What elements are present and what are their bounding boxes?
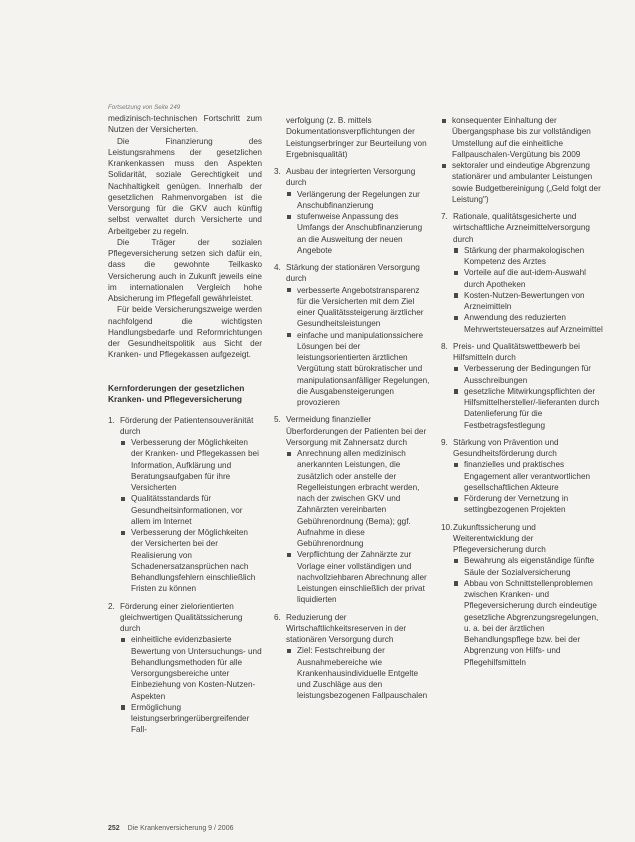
item-number: 7.	[441, 212, 448, 221]
column-right	[441, 115, 603, 674]
item-text: Stärkung von Prävention und Gesundheitsförderung durch	[453, 437, 559, 458]
sub-item: Förderung der Vernetzung in settingbezogenen Projekten	[453, 493, 603, 516]
list-item	[274, 612, 430, 702]
item-text: Rationale, qualitätsgesicherte und wirtschaftliche Arzneimittelversorgung durch	[453, 212, 590, 244]
sub-item: sektoraler und eindeutige Abgrenzung stationärer und ambulanter Leistungen sowie Budgetbereinigung („Geld folgt der Leistung")	[441, 160, 603, 205]
paragraph: Die Finanzierung des Leistungsrahmens der gesetzlichen Krankenkassen muss den Aspekten Solidarität, soziale Gerechtigkeit und Nachhaltigkeit genügen. Innerhalb der gesetzlichen Rahmenvorgaben ist die Versorgung für die GKV auch künftig selbst verwaltet durch Versicherte und Arbeitgeber zu regeln.	[108, 136, 262, 236]
list-item	[274, 414, 430, 605]
page-footer	[108, 825, 233, 832]
continuation-note: Fortsetzung von Seite 249	[108, 104, 181, 111]
item-text: Zukunftssicherung und Weiterentwicklung der Pflegeversicherung durch	[453, 522, 546, 554]
sub-item: Verpflichtung der Zahnärzte zur Vorlage einer vollständigen und nachvollziehbaren Abrechnung aller Leistungen einschließlich der privat liquidierten	[286, 549, 430, 605]
sub-item: finanzielles und praktisches Engagement aller verantwortlichen gesellschaftlichen Akteure	[453, 459, 603, 493]
list-item	[441, 522, 603, 668]
section-heading: Kernforderungen der gesetzlichen Kranken- und Pflegeversicherung	[108, 382, 245, 404]
list-item	[441, 115, 603, 205]
item-number: 9.	[441, 437, 448, 447]
sub-item: Stärkung der pharmakologischen Kompetenz des Arztes	[453, 245, 603, 268]
item-text: Reduzierung der Wirtschaftlichkeitsreserven in der stationären Versorgung durch	[286, 612, 407, 644]
sub-list	[453, 363, 603, 431]
sub-item: Bewahrung als eigenständige fünfte Säule der Sozialversicherung	[453, 555, 603, 578]
sub-item: Verbesserung der Möglichkeiten der Kranken- und Pflegekassen bei Information, Aufklärung und Beratungsaufgaben für ihre Versicherten	[120, 437, 262, 493]
list-item	[108, 601, 262, 736]
sub-item: Verlängerung der Regelungen zur Anschubfinanzierung	[286, 189, 430, 212]
sub-item: Abbau von Schnittstellenproblemen zwischen Kranken- und Pflegeversicherung durch eindeutige gesetzliche Abgrenzungsregelungen, u. a. bei der ärztlichen Behandlungspflege bzw. bei der Abgrenzung von Hilfs- und Pflegehilfsmitteln	[453, 578, 603, 668]
item-number: 10.	[441, 522, 453, 532]
sub-item: Vorteile auf die aut-idem-Auswahl durch Apotheken	[453, 267, 603, 290]
sub-item: konsequenter Einhaltung der Übergangsphase bis zur vollständigen Umstellung auf die einheitliche Fallpauschalen-Vergütung bis 2009	[441, 115, 603, 160]
sub-list	[120, 634, 262, 735]
sub-item: stufenweise Anpassung des Umfangs der Anschubfinanzierung an die Ausweitung der neuen Angebote	[286, 211, 430, 256]
sub-list	[453, 459, 603, 515]
item-text: Ausbau der integrierten Versorgung durch	[286, 167, 416, 188]
sub-list	[120, 437, 262, 595]
item-number: 5.	[274, 415, 281, 425]
sub-list	[286, 285, 430, 409]
item-text: verfolgung (z. B. mittels Dokumentationsverpflichtungen der Leistungserbringer zur Beurteilung von Ergebnisqualität)	[286, 116, 427, 159]
item-text: Förderung einer zielorientierten gleichwertigen Qualitätssicherung durch	[120, 601, 243, 633]
sub-item: Qualitätsstandards für Gesundheitsinformationen, vor allem im Internet	[120, 493, 262, 527]
sub-item: verbesserte Angebotstransparenz für die Versicherten mit dem Ziel einer Qualitätssteigerung ärztlicher Gesundheitsleistungen	[286, 285, 430, 330]
column-middle	[274, 115, 430, 708]
sub-item: Anwendung des reduzierten Mehrwertsteuersatzes auf Arzneimittel	[453, 312, 603, 335]
sub-item: Anrechnung allen medizinisch anerkannten Leistungen, die zusätzlich oder anstelle der Regelleistungen erbracht werden, nach der zwischen GKV und Zahnärzten vereinbarten Gebührenordnung (Bema); ggf. Aufnahme in diese Gebührenordnung	[286, 448, 430, 549]
paragraph: medizinisch-technischen Fortschritt zum Nutzen der Versicherten.	[108, 114, 262, 135]
list-item	[274, 115, 430, 160]
demands-list	[441, 115, 603, 668]
page-number: 252	[108, 825, 120, 832]
list-item	[441, 341, 603, 431]
sub-item: Ermöglichung leistungserbringerübergreifender Fall-	[120, 702, 262, 736]
sub-list	[453, 555, 603, 668]
list-item	[441, 437, 603, 516]
sub-list	[286, 645, 430, 701]
item-text: Förderung der Patientensouveränität durch	[120, 415, 254, 436]
item-number: 1.	[108, 415, 115, 425]
demands-list	[274, 115, 430, 702]
sub-item: einheitliche evidenzbasierte Bewertung von Untersuchungs- und Behandlungsmethoden für alle Versorgungsbereiche unter Einbeziehung von Kosten-Nutzen-Aspekten	[120, 634, 262, 702]
journal-issue: Die Krankenversicherung 9 / 2006	[127, 825, 234, 832]
item-text: Vermeidung finanzieller Überforderungen der Patienten bei der Versorgung mit Zahnersatz durch	[286, 415, 427, 447]
sub-item: gesetzliche Mitwirkungspflichten der Hilfsmittelhersteller/-lieferanten durch Datenlieferung für die Festbetragsfestlegung	[453, 386, 603, 431]
sub-list	[453, 245, 603, 335]
item-number: 8.	[441, 341, 448, 351]
item-number: 2.	[108, 601, 115, 611]
sub-list	[286, 189, 430, 257]
item-number: 4.	[274, 263, 281, 272]
list-item	[441, 211, 603, 335]
item-text: Preis- und Qualitätswettbewerb bei Hilfsmitteln durch	[453, 341, 580, 362]
list-item	[274, 262, 430, 408]
item-text: Stärkung der stationären Versorgung durch	[286, 263, 420, 284]
list-item	[274, 166, 430, 256]
sub-item: Ziel: Festschreibung der Ausnahmebereiche wie Krankenhausindividuelle Entgelte und Zuschläge aus den leistungsbezogenen Fallpauschalen	[286, 645, 430, 701]
sub-list	[441, 115, 603, 205]
sub-item: einfache und manipulationssichere Lösungen bei der leistungsorientierten ärztlichen Vergütung statt bürokratischer und manipulationsanfälliger Regelungen, die Ausgabensteigerungen provozieren	[286, 330, 430, 409]
list-item	[108, 415, 262, 595]
sub-item: Verbesserung der Möglichkeiten der Versicherten bei der Realisierung von Schadenersatzansprüchen nach Behandlungsfehlern einschließlich Fristen zu können	[120, 527, 262, 595]
paragraph: Für beide Versicherungszweige werden nachfolgend die wichtigsten Handlungsbedarfe und Reformrichtungen der Gesundheitspolitik aus Sicht der Kranken- und Pflegekassen aufgezeigt.	[108, 305, 262, 360]
sub-item: Kosten-Nutzen-Bewertungen von Arzneimitteln	[453, 290, 603, 313]
sub-list	[286, 448, 430, 606]
item-number: 6.	[274, 612, 281, 622]
demands-list	[108, 415, 262, 736]
paragraph: Die Träger der sozialen Pflegeversicherung setzen sich dafür ein, dass die gewohnte Teilkasko Versicherung auch in Zukunft jeweils eine im internationalen Vergleich hohe Absicherung im Pflegefall gewährleistet.	[108, 237, 262, 303]
sub-item: Verbesserung der Bedingungen für Ausschreibungen	[453, 363, 603, 386]
column-left	[108, 103, 262, 742]
item-number: 3.	[274, 167, 281, 176]
